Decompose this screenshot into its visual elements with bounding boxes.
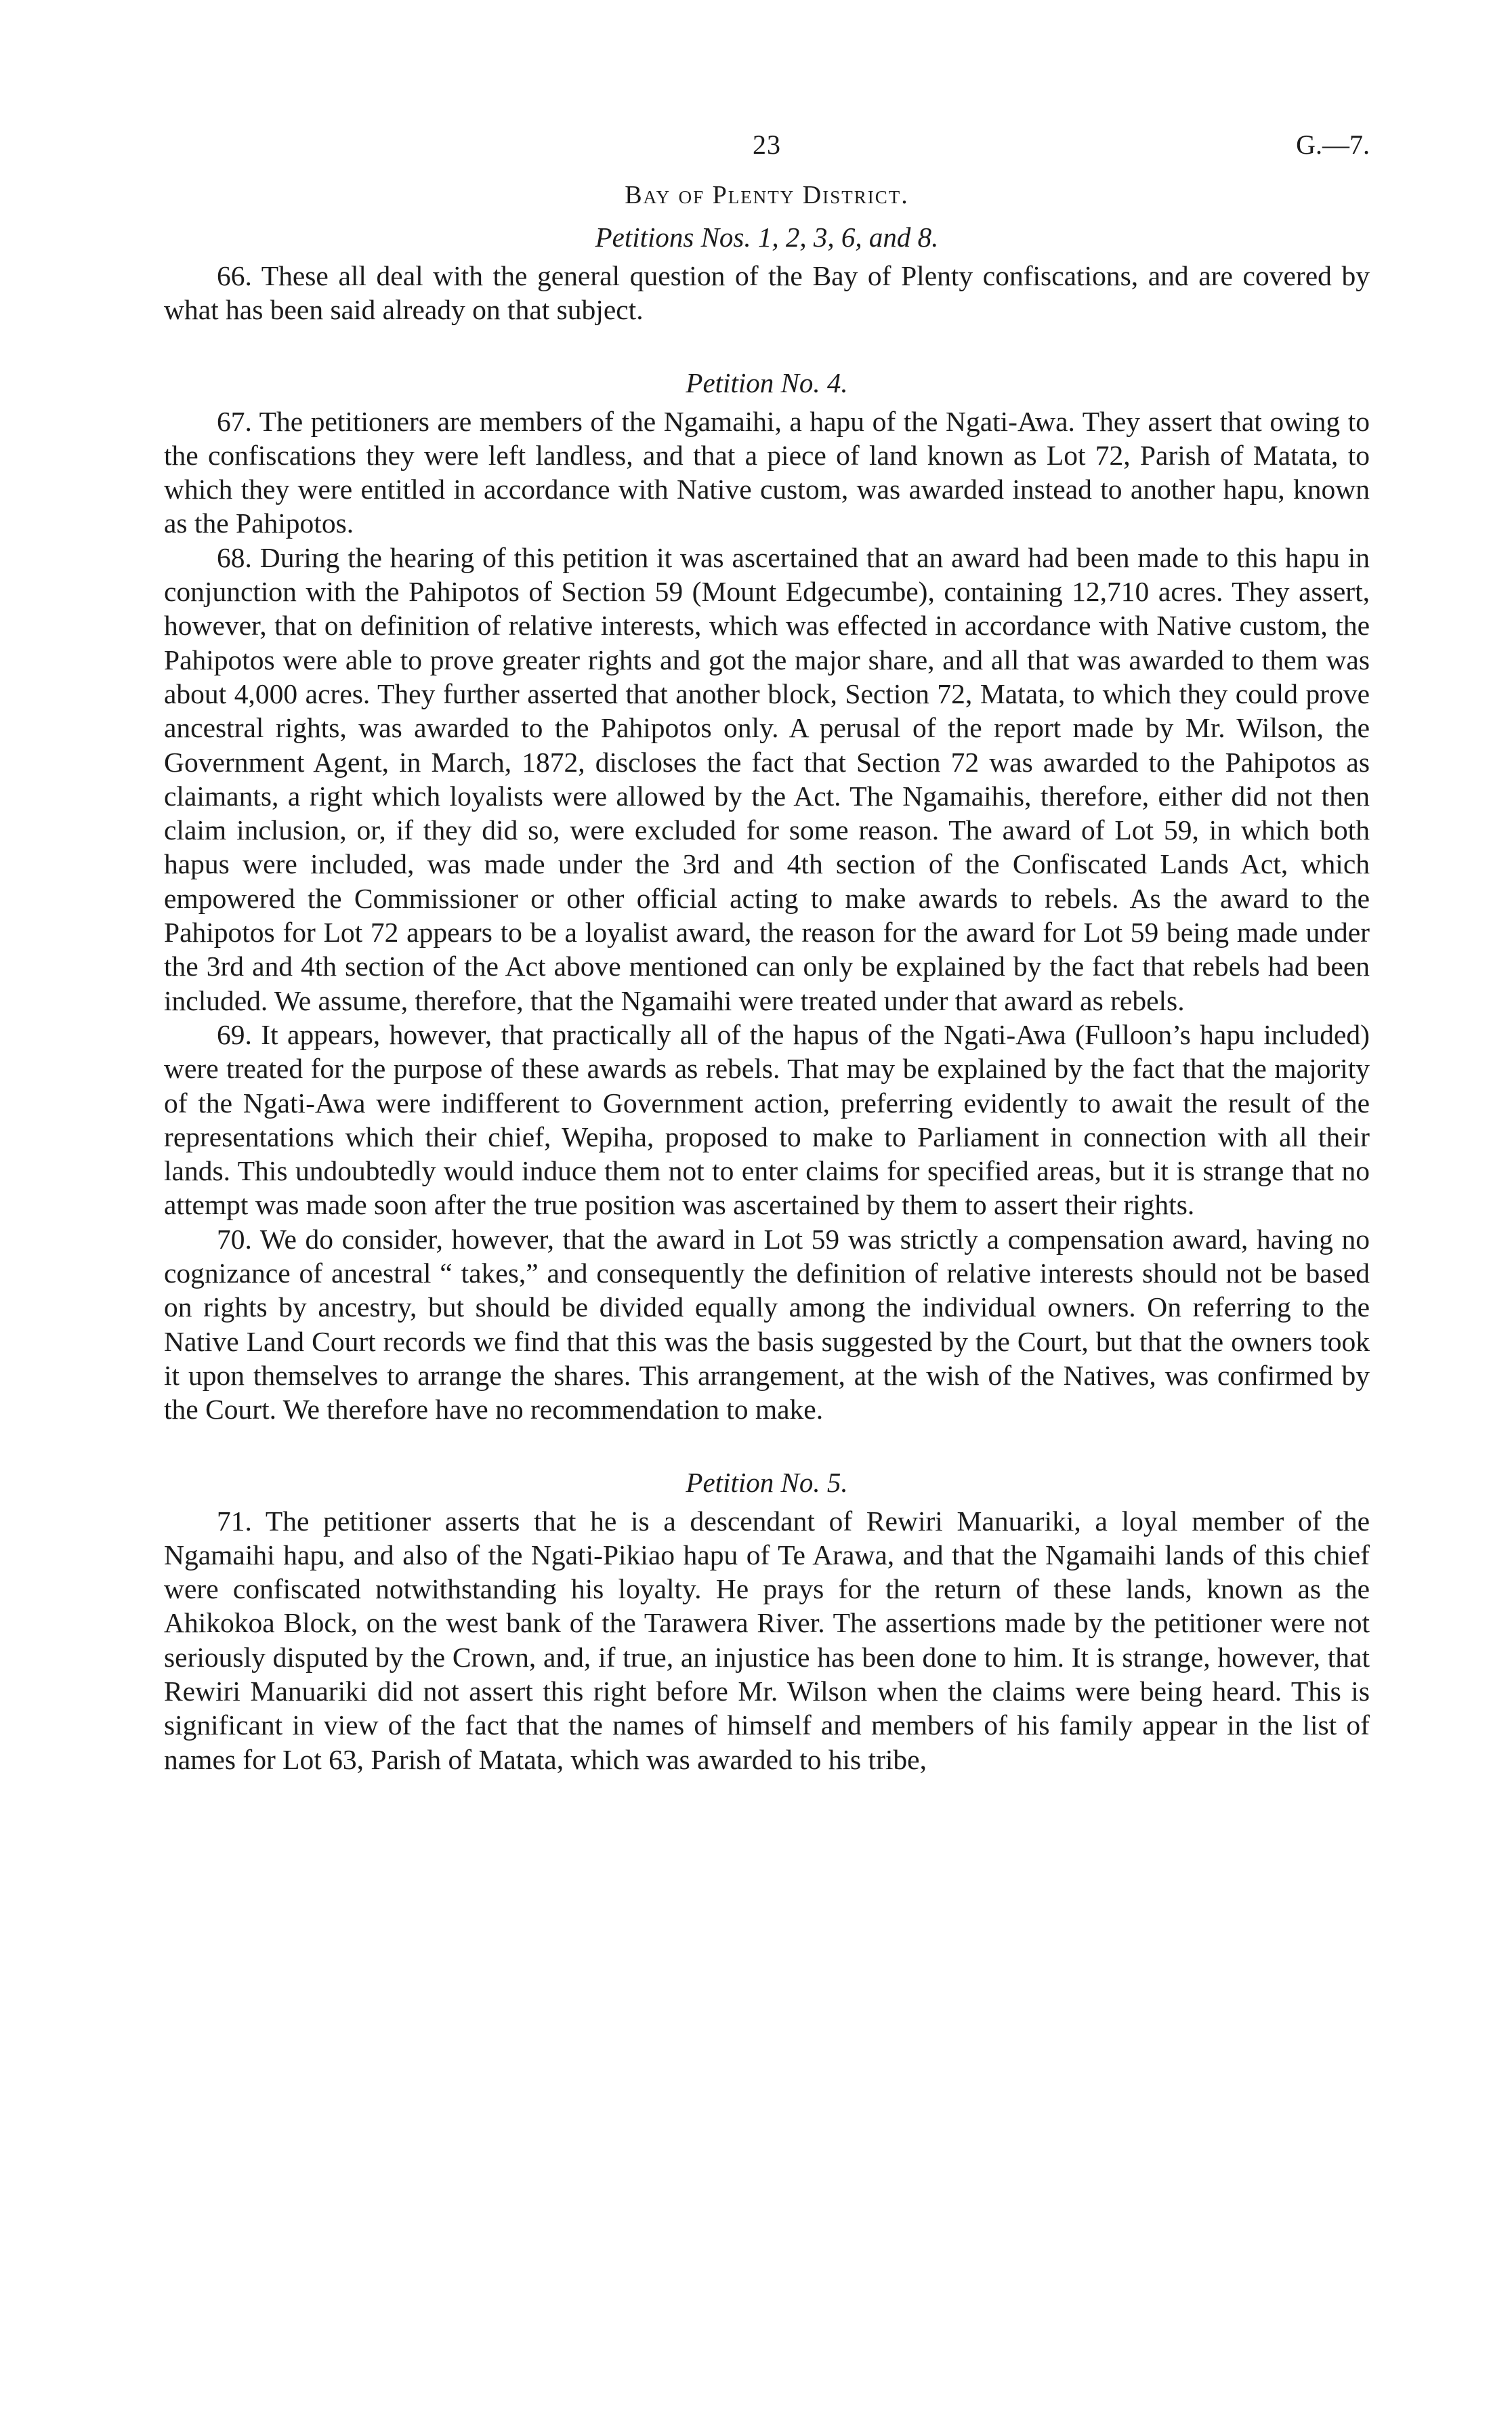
paragraph-66: 66. These all deal with the general question of the Bay of Plenty confiscations, and are covered by what has been said already on that subject. bbox=[164, 260, 1370, 326]
paragraph-71: 71. The petitioner asserts that he is a descendant of Rewiri Manuariki, a loyal member of the Ngamaihi hapu, and also of the Ngati-Pikiao hapu of Te Arawa, and that the Ngamaihi lands of this chief were confiscated notwithstanding his loyalty. He prays for the return of these lands, known as the Ahikokoa Block, on the west bank of the Tarawera River. The assertions made by the petitioner were not seriously disputed by the Crown, and, if true, an injustice has been done to him. It is strange, however, that Rewiri Manuariki did not assert this right before Mr. Wilson when the claims were being heard. This is significant in view of the fact that the names of himself and members of his family appear in the list of names for Lot 63, Parish of Matata, which was awarded to his tribe, bbox=[164, 1505, 1370, 1775]
section-heading-petition-5: Petition No. 5. bbox=[686, 1466, 848, 1498]
district-heading: Bay of Plenty District. bbox=[625, 181, 909, 209]
paragraph-68: 68. During the hearing of this petition it was ascertained that an award had been made to this hapu in conjunction with the Pahipotos of Section 59 (Mount Edgecumbe), containing 12,710 acres. They assert, however, that on definition of relative interests, which was effected in accordance with Native custom, the Pahipotos were able to prove greater rights and got the major share, and all that was awarded to them was about 4,000 acres. They further asserted that another block, Section 72, Matata, to which they could prove ancestral rights, was awarded to the Pahipotos only. A perusal of the report made by Mr. Wilson, the Government Agent, in March, 1872, discloses the fact that Section 72 was awarded to the Pahipotos as claimants, a right which loyalists were allowed by the Act. The Ngamaihis, therefore, either did not then claim inclusion, or, if they did so, were excluded for some reason. The award of Lot 59, in which both hapus were included, was made under the 3rd and 4th section of the Confiscated Lands Act, which empowered the Commissioner or other official acting to make awards to rebels. As the award to the Pahipotos for Lot 72 appears to be a loyalist award, the reason for the award for Lot 59 being made under the 3rd and 4th section of the Act above mentioned can only be explained by the fact that rebels had been included. We assume, therefore, that the Ngamaihi were treated under that award as rebels. bbox=[164, 541, 1370, 1016]
paragraph-67: 67. The petitioners are members of the Ngamaihi, a hapu of the Ngati-Awa. They assert that owing to the confiscations they were left landless, and that a piece of land known as Lot 72, Parish of Matata, to which they were entitled in accordance with Native custom, was awarded instead to another hapu, known as the Pahipotos. bbox=[164, 405, 1370, 539]
running-header bbox=[164, 129, 1370, 176]
document-code: G.—7. bbox=[1296, 129, 1370, 160]
document-page bbox=[164, 129, 1370, 1776]
paragraph-70: 70. We do consider, however, that the award in Lot 59 was strictly a compensation award, having no cognizance of ancestral “ takes,” and consequently the definition of relative interests should not be based on rights by ancestry, but should be divided equally among the individual owners. On referring to the Native Land Court records we find that this was the basis suggested by the Court, but that the owners took it upon themselves to arrange the shares. This arrangement, at the wish of the Natives, was confirmed by the Court. We therefore have no recommendation to make. bbox=[164, 1223, 1370, 1426]
section-heading-petition-4: Petition No. 4. bbox=[686, 367, 848, 398]
section-heading-petitions-1-2-3-6-8: Petitions Nos. 1, 2, 3, 6, and 8. bbox=[595, 222, 939, 253]
page-number: 23 bbox=[753, 129, 781, 160]
paragraph-69: 69. It appears, however, that practically all of the hapus of the Ngati-Awa (Fulloon’s hapu included) were treated for the purpose of these awards as rebels. That may be explained by the fact that the majority of the Ngati-Awa were indifferent to Government action, preferring evidently to await the result of the representations which their chief, Wepiha, proposed to make to Parliament in connection with all their lands. This undoubtedly would induce them not to enter claims for specified areas, but it is strange that no attempt was made soon after the true position was ascertained by them to assert their rights. bbox=[164, 1018, 1370, 1221]
